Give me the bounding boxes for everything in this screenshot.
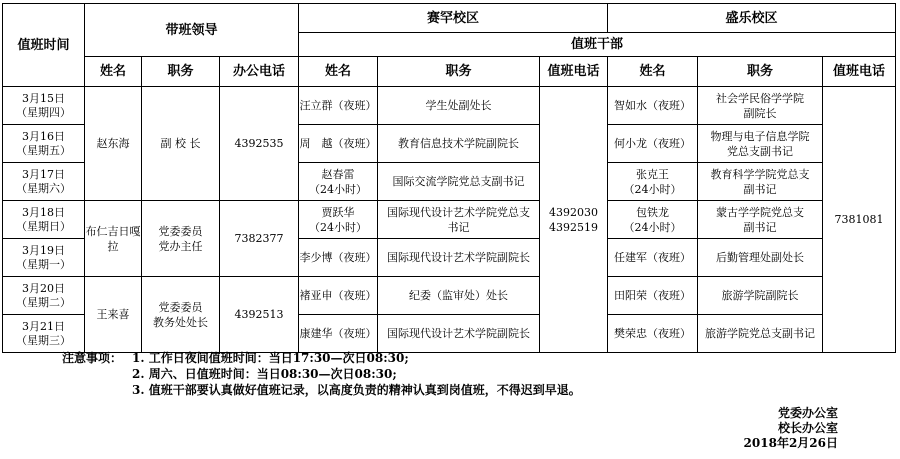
shengle-position: 后勤管理处副处长	[698, 239, 823, 277]
leader-phone: 7382377	[220, 201, 299, 277]
date-cell: 3月19日 （星期一）	[3, 239, 85, 277]
shengle-name: 任建军（夜班）	[608, 239, 698, 277]
saihan-duty-phone: 4392030 4392519	[540, 87, 608, 353]
col-shengle-duty-phone: 值班电话	[823, 57, 896, 87]
leader-phone: 4392513	[220, 277, 299, 353]
saihan-name: 周 越（夜班）	[299, 125, 378, 163]
col-saihan-duty-phone: 值班电话	[540, 57, 608, 87]
col-shengle-position: 职务	[698, 57, 823, 87]
leader-position: 党委委员 党办主任	[142, 201, 220, 277]
header-duty-time: 值班时间	[3, 4, 85, 87]
shengle-name: 张克王 （24小时）	[608, 163, 698, 201]
saihan-position: 教育信息技术学院副院长	[378, 125, 540, 163]
saihan-position: 国际现代设计艺术学院党总支 书记	[378, 201, 540, 239]
leader-phone: 4392535	[220, 87, 299, 201]
saihan-name: 李少博（夜班）	[299, 239, 378, 277]
date-cell: 3月17日 （星期六）	[3, 163, 85, 201]
note-item-1: 注意事项： 1. 工作日夜间值班时间：当日17:30—次日08:30;	[62, 351, 409, 365]
col-shengle-name: 姓名	[608, 57, 698, 87]
col-saihan-position: 职务	[378, 57, 540, 87]
saihan-position: 国际交流学院党总支副书记	[378, 163, 540, 201]
leader-name: 王来喜	[85, 277, 142, 353]
table-row	[3, 277, 896, 315]
shengle-position: 社会学民俗学学院 副院长	[698, 87, 823, 125]
saihan-position: 国际现代设计艺术学院副院长	[378, 239, 540, 277]
note-item-2: 2. 周六、日值班时间：当日08:30—次日08:30;	[132, 367, 397, 381]
signature-block	[744, 406, 838, 451]
header-leaders: 带班领导	[85, 4, 299, 57]
notes-label: 注意事项：	[62, 351, 123, 365]
shengle-position: 蒙古学学院党总支 副书记	[698, 201, 823, 239]
col-leader-position: 职务	[142, 57, 220, 87]
shengle-name: 何小龙（夜班）	[608, 125, 698, 163]
table-row	[3, 87, 896, 125]
date-cell: 3月21日 （星期三）	[3, 315, 85, 353]
saihan-name: 汪立群（夜班）	[299, 87, 378, 125]
col-saihan-name: 姓名	[299, 57, 378, 87]
shengle-duty-phone: 7381081	[823, 87, 896, 353]
header-duty-cadres: 值班干部	[299, 33, 896, 57]
shengle-position: 物理与电子信息学院 党总支副书记	[698, 125, 823, 163]
shengle-name: 智如水（夜班）	[608, 87, 698, 125]
shengle-name: 田阳荣（夜班）	[608, 277, 698, 315]
leader-position: 副 校 长	[142, 87, 220, 201]
leader-position: 党委委员 教务处处长	[142, 277, 220, 353]
date-cell: 3月15日 （星期四）	[3, 87, 85, 125]
shengle-position: 教育科学学院党总支 副书记	[698, 163, 823, 201]
saihan-position: 学生处副处长	[378, 87, 540, 125]
date-cell: 3月20日 （星期二）	[3, 277, 85, 315]
saihan-name: 康建华（夜班）	[299, 315, 378, 353]
shengle-position: 旅游学院副院长	[698, 277, 823, 315]
col-office-phone: 办公电话	[220, 57, 299, 87]
table-row	[3, 201, 896, 239]
saihan-name: 贾跃华 （24小时）	[299, 201, 378, 239]
shengle-position: 旅游学院党总支副书记	[698, 315, 823, 353]
saihan-position: 纪委（监审处）处长	[378, 277, 540, 315]
saihan-name: 赵春雷 （24小时）	[299, 163, 378, 201]
date-cell: 3月18日 （星期日）	[3, 201, 85, 239]
shengle-name: 樊荣忠（夜班）	[608, 315, 698, 353]
leader-name: 布仁吉日嘎拉	[85, 201, 142, 277]
shengle-name: 包铁龙 （24小时）	[608, 201, 698, 239]
date-cell: 3月16日 （星期五）	[3, 125, 85, 163]
notes-section	[62, 350, 581, 398]
duty-schedule-table	[2, 3, 896, 353]
saihan-position: 国际现代设计艺术学院副院长	[378, 315, 540, 353]
issuer-president-office: 校长办公室	[777, 421, 838, 435]
note-item-3: 3. 值班干部要认真做好值班记录，以高度负责的精神认真到岗值班，不得迟到早退。	[132, 383, 581, 397]
issue-date: 2018年2月26日	[743, 436, 838, 450]
issuer-party-office: 党委办公室	[777, 406, 838, 420]
leader-name: 赵东海	[85, 87, 142, 201]
saihan-name: 褚亚申（夜班）	[299, 277, 378, 315]
header-campus-saihan: 赛罕校区	[299, 4, 608, 33]
header-campus-shengle: 盛乐校区	[608, 4, 896, 33]
col-leader-name: 姓名	[85, 57, 142, 87]
